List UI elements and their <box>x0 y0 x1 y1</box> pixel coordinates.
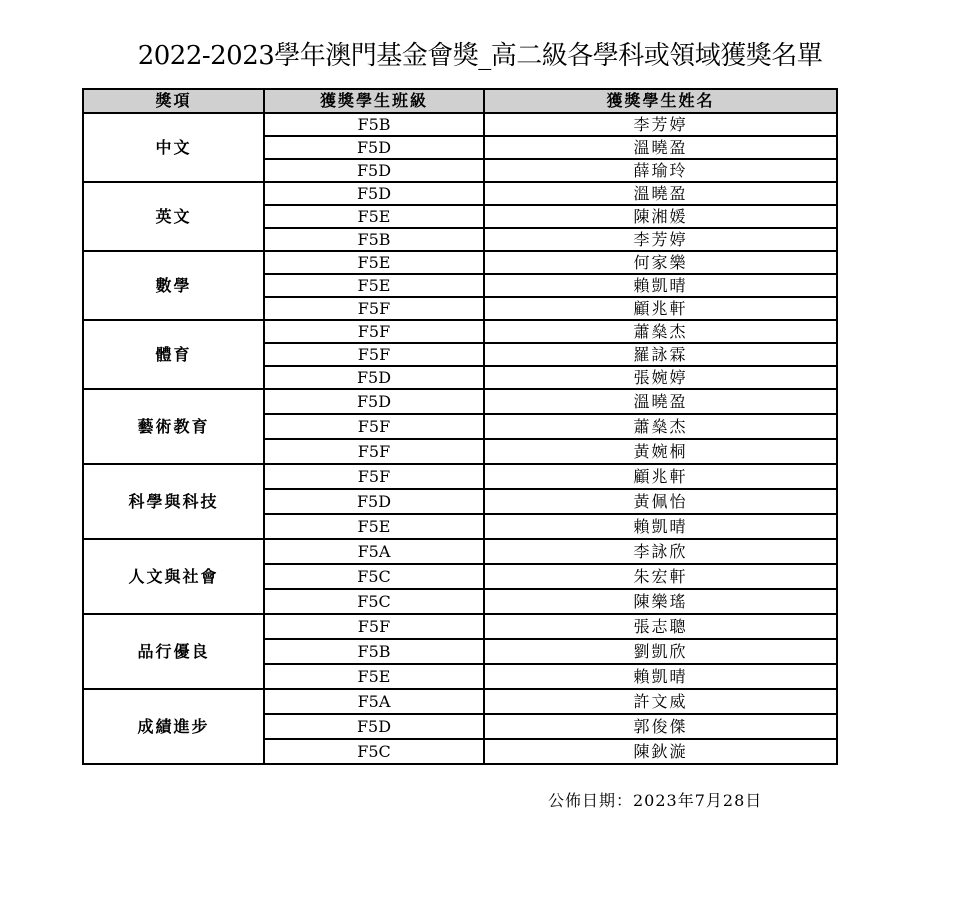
table-row <box>83 113 837 136</box>
header-award: 獎項 <box>83 89 264 113</box>
student-name: 郭俊傑 <box>484 714 837 739</box>
table-row <box>83 389 837 414</box>
student-class: F5F <box>264 297 484 320</box>
award-category: 成績進步 <box>83 689 264 764</box>
student-class: F5D <box>264 366 484 389</box>
document-title: 2022-2023學年澳門基金會獎_高二級各學科或領域獲獎名單 <box>137 41 823 71</box>
student-name: 何家樂 <box>484 251 837 274</box>
award-category: 數學 <box>83 251 264 320</box>
award-category: 科學與科技 <box>83 464 264 539</box>
student-name: 溫曉盈 <box>484 389 837 414</box>
table-row <box>83 464 837 489</box>
student-class: F5F <box>264 464 484 489</box>
student-name: 顧兆軒 <box>484 464 837 489</box>
table-row <box>83 689 837 714</box>
table-header-row <box>83 89 837 113</box>
student-class: F5B <box>264 228 484 251</box>
student-name: 蕭燊杰 <box>484 414 837 439</box>
awards-table <box>82 88 838 765</box>
student-class: F5A <box>264 689 484 714</box>
student-class: F5D <box>264 389 484 414</box>
student-name: 羅詠霖 <box>484 343 837 366</box>
student-name: 賴凱晴 <box>484 514 837 539</box>
student-class: F5E <box>264 514 484 539</box>
table-row <box>83 614 837 639</box>
student-class: F5D <box>264 159 484 182</box>
student-class: F5D <box>264 136 484 159</box>
student-name: 黃佩怡 <box>484 489 837 514</box>
student-class: F5E <box>264 251 484 274</box>
student-name: 溫曉盈 <box>484 136 837 159</box>
student-class: F5B <box>264 639 484 664</box>
student-class: F5F <box>264 320 484 343</box>
student-class: F5C <box>264 564 484 589</box>
award-category: 中文 <box>83 113 264 182</box>
student-class: F5E <box>264 205 484 228</box>
student-name: 陳鈥漩 <box>484 739 837 764</box>
award-category: 體育 <box>83 320 264 389</box>
student-name: 賴凱晴 <box>484 274 837 297</box>
student-name: 陳湘媛 <box>484 205 837 228</box>
student-class: F5D <box>264 714 484 739</box>
award-category: 品行優良 <box>83 614 264 689</box>
student-name: 李芳婷 <box>484 228 837 251</box>
student-name: 張志聰 <box>484 614 837 639</box>
award-category: 人文與社會 <box>83 539 264 614</box>
table-row <box>83 320 837 343</box>
student-name: 黃婉桐 <box>484 439 837 464</box>
student-name: 蕭燊杰 <box>484 320 837 343</box>
student-class: F5F <box>264 439 484 464</box>
award-category: 英文 <box>83 182 264 251</box>
student-name: 朱宏軒 <box>484 564 837 589</box>
student-class: F5F <box>264 414 484 439</box>
student-name: 賴凱晴 <box>484 664 837 689</box>
student-class: F5E <box>264 274 484 297</box>
student-name: 溫曉盈 <box>484 182 837 205</box>
award-category: 藝術教育 <box>83 389 264 464</box>
header-class: 獲獎學生班級 <box>264 89 484 113</box>
table-row <box>83 182 837 205</box>
table-row <box>83 251 837 274</box>
student-name: 顧兆軒 <box>484 297 837 320</box>
student-class: F5F <box>264 614 484 639</box>
student-class: F5D <box>264 489 484 514</box>
student-name: 薛瑜玲 <box>484 159 837 182</box>
table-row <box>83 539 837 564</box>
student-class: F5C <box>264 589 484 614</box>
student-class: F5C <box>264 739 484 764</box>
student-name: 劉凱欣 <box>484 639 837 664</box>
student-class: F5D <box>264 182 484 205</box>
student-name: 陳樂瑤 <box>484 589 837 614</box>
announce-date: 公佈日期：2023年7月28日 <box>548 791 763 810</box>
student-class: F5A <box>264 539 484 564</box>
student-class: F5E <box>264 664 484 689</box>
header-name: 獲獎學生姓名 <box>484 89 837 113</box>
student-name: 李芳婷 <box>484 113 837 136</box>
student-class: F5B <box>264 113 484 136</box>
student-name: 許文威 <box>484 689 837 714</box>
student-name: 張婉婷 <box>484 366 837 389</box>
student-class: F5F <box>264 343 484 366</box>
student-name: 李詠欣 <box>484 539 837 564</box>
awards-body <box>83 113 837 764</box>
